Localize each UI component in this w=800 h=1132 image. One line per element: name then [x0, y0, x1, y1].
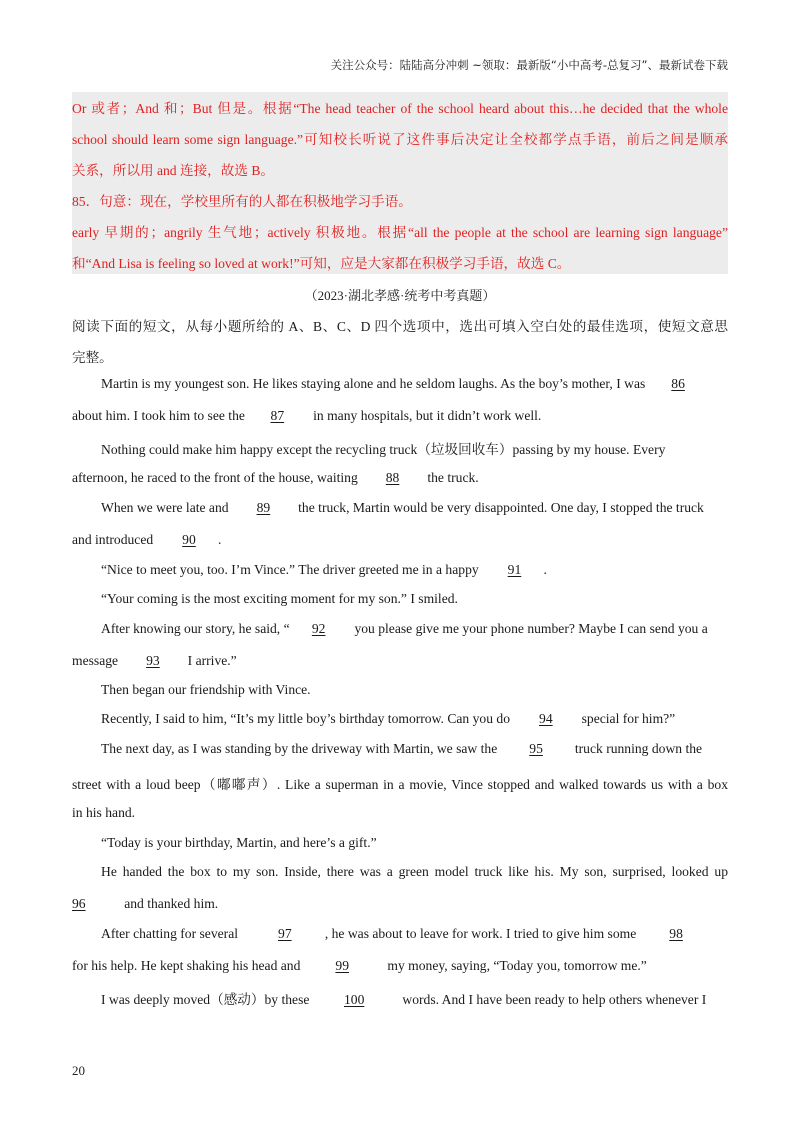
- instructions-line: 完整。: [72, 350, 113, 365]
- answer-line: 关系，所以用 and 连接，故选 B。: [72, 163, 275, 178]
- blank-86[interactable]: 86: [671, 376, 685, 391]
- instructions-line: 阅读下面的短文，从每小题所给的 A、B、C、D 四个选项中，选出可填入空白处的最佳选项，使短文意思: [72, 319, 728, 334]
- passage-line: I was deeply moved（感动）by these 100 words. And I have been ready to help others whenever I: [101, 992, 707, 1007]
- passage-line: about him. I took him to see the 87 in many hospitals, but it didn’t work well.: [72, 408, 542, 423]
- passage-line: and introduced 90 .: [72, 532, 222, 547]
- blank-89[interactable]: 89: [256, 500, 271, 515]
- blank-92[interactable]: 92: [311, 621, 326, 636]
- blank-88[interactable]: 88: [385, 470, 400, 485]
- blank-91[interactable]: 91: [507, 562, 522, 577]
- header-note: 关注公众号：陆陆高分冲刺 ~领取：最新版“小中高考-总复习”、最新试卷下载: [330, 58, 728, 72]
- passage-line: The next day, as I was standing by the driveway with Martin, we saw the 95 truck running down the: [101, 741, 703, 756]
- answer-explanation-box: [72, 92, 728, 274]
- answer-line: Or 或者；And 和；But 但是。根据“The head teacher of the school heard about this…he decided that the whole: [72, 101, 728, 116]
- blank-93[interactable]: 93: [146, 653, 160, 668]
- passage-line: “Your coming is the most exciting moment for my son.” I smiled.: [101, 591, 458, 606]
- passage-line: street with a loud beep（嘟嘟声）. Like a superman in a movie, Vince stopped and walked towards us with a box: [72, 777, 728, 792]
- blank-99[interactable]: 99: [335, 958, 349, 973]
- passage-line: for his help. He kept shaking his head and 99 my money, saying, “Today you, tomorrow me.”: [72, 958, 647, 973]
- page-number: 20: [72, 1063, 85, 1078]
- passage-line: afternoon, he raced to the front of the house, waiting 88 the truck.: [72, 470, 479, 485]
- blank-97[interactable]: 97: [278, 926, 292, 941]
- blank-100[interactable]: 100: [344, 992, 365, 1007]
- question-source: （2023·湖北孝感·统考中考真题）: [304, 288, 496, 303]
- blank-95[interactable]: 95: [529, 741, 543, 756]
- blank-94[interactable]: 94: [539, 711, 553, 726]
- passage-line: Martin is my youngest son. He likes staying alone and he seldom laughs. As the boy’s mother, I was 86: [101, 376, 704, 392]
- passage-line: After chatting for several 97 , he was about to leave for work. I tried to give him some 98: [101, 926, 709, 942]
- blank-96[interactable]: 96: [72, 896, 86, 911]
- passage-line: message 93 I arrive.”: [72, 653, 237, 668]
- blank-87[interactable]: 87: [270, 408, 285, 423]
- passage-line: Nothing could make him happy except the recycling truck（垃圾回收车）passing by my house. Every: [101, 442, 666, 457]
- passage-line: Recently, I said to him, “It’s my little boy’s birthday tomorrow. Can you do 94 special for him?”: [101, 711, 676, 726]
- passage-line: “Nice to meet you, too. I’m Vince.” The driver greeted me in a happy 91 .: [101, 562, 547, 577]
- blank-98[interactable]: 98: [669, 926, 683, 941]
- passage-line: 96 and thanked him.: [72, 896, 219, 911]
- blank-90[interactable]: 90: [182, 532, 196, 547]
- passage-line: “Today is your birthday, Martin, and here’s a gift.”: [101, 835, 377, 850]
- answer-line: school should learn some sign language.”可知校长听说了这件事后决定让全校都学点手语，前后之间是顺承: [72, 132, 728, 147]
- passage-line: After knowing our story, he said, “ 92 you please give me your phone number? Maybe I can send you a: [101, 621, 708, 636]
- passage-line: in his hand.: [72, 805, 136, 820]
- answer-line: 和“And Lisa is feeling so loved at work!”可知，应是大家都在积极学习手语，故选 C。: [72, 256, 571, 271]
- passage-line: When we were late and 89 the truck, Martin would be very disappointed. One day, I stopped the truck: [101, 500, 704, 515]
- answer-line: early 早期的；angrily 生气地；actively 积极地。根据“all the people at the school are learning sign language”: [72, 225, 728, 240]
- answer-line: 85．句意：现在，学校里所有的人都在积极地学习手语。: [72, 194, 412, 209]
- passage-line: Then began our friendship with Vince.: [101, 682, 311, 697]
- passage-line: He handed the box to my son. Inside, there was a green model truck like his. My son, surprised, looked up: [101, 864, 728, 879]
